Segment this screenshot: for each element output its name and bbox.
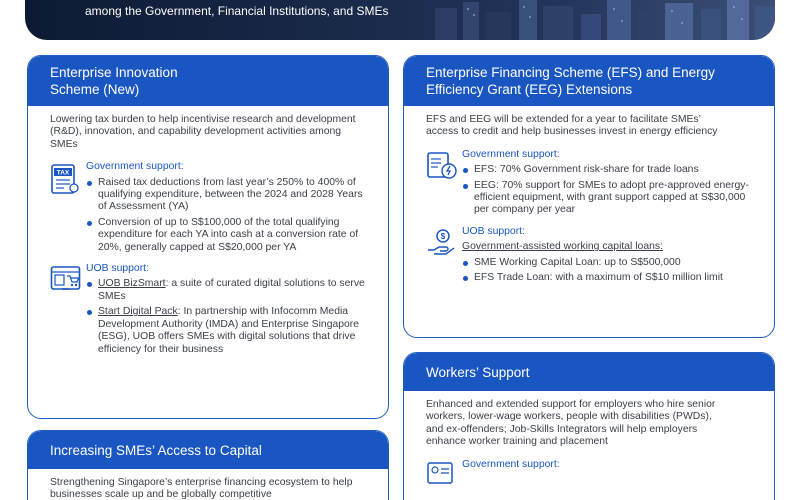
uob-support-section [426, 226, 752, 288]
header-banner [25, 0, 775, 40]
list-item: EEG: 70% support for SMEs to adopt pre-approved energy-efficient equipment, with grant support capped at S$30,000 per company per year [462, 180, 752, 217]
card-header [28, 56, 388, 106]
tax-icon-label: TAX [56, 169, 70, 177]
government-support-section [50, 161, 366, 257]
government-support-title: Government support: [462, 148, 560, 160]
card-header [404, 56, 774, 106]
government-support-title: Government support: [86, 161, 184, 173]
card-title: Enterprise Financing Scheme (EFS) and Energy Efficiency Grant (EEG) Extensions [426, 65, 715, 97]
digital-shop-icon [50, 265, 82, 295]
government-support-section [426, 459, 752, 491]
uob-support-subtitle: Government-assisted working capital loans: [462, 241, 663, 253]
workers-support-card [403, 352, 775, 500]
efs-eeg-extensions-card [403, 55, 775, 338]
card-header [28, 431, 388, 469]
list-item: Raised tax deductions from last year’s 250% to 400% of qualifying expenditure, between the 2024 and 2028 Years of Assessment (YA) [86, 177, 366, 214]
worker-document-icon [426, 461, 456, 487]
list-item: UOB BizSmart: a suite of curated digital solutions to serve SMEs [86, 278, 366, 303]
card-title: Enterprise Innovation Scheme (New) [50, 65, 178, 97]
uob-support-title: UOB support: [86, 263, 149, 275]
card-title: Workers’ Support [426, 364, 530, 380]
list-item: Conversion of up to S$100,000 of the total qualifying expenditure for each YA into cash at a conversion rate of 20%, generally capped at S$20,000 per YA [86, 217, 366, 254]
card-intro: Lowering tax burden to help incentivise research and development (R&D), innovation, and capability development activities among SMEs [50, 114, 356, 150]
tax-document-icon [50, 163, 80, 195]
card-title: Increasing SMEs’ Access to Capital [50, 442, 262, 458]
list-item: Start Digital Pack: In partnership with Infocomm Media Development Authority (IMDA) and Enterprise Singapore (ESG), UOB offers SMEs with digital solutions that drive efficiency for their business [86, 306, 366, 356]
uob-support-title: UOB support: [462, 225, 525, 237]
government-support-section [426, 149, 752, 220]
card-intro: EFS and EEG will be extended for a year to facilitate SMEs’ access to credit and help businesses invest in energy efficiency [426, 114, 718, 138]
card-header [404, 353, 774, 391]
start-digital-pack-link[interactable]: Start Digital Pack [98, 306, 178, 318]
government-support-title: Government support: [462, 458, 560, 470]
energy-document-icon [426, 151, 458, 181]
banner-text: among the Government, Financial Institutions, and SMEs [85, 4, 389, 18]
list-item: EFS: 70% Government risk-share for trade loans [462, 164, 752, 176]
list-item: SME Working Capital Loan: up to S$500,000 [462, 257, 752, 269]
money-hand-icon [426, 228, 458, 258]
access-to-capital-card [27, 430, 389, 500]
enterprise-innovation-scheme-card [27, 55, 389, 419]
city-skyline-image [415, 0, 775, 40]
card-intro: Enhanced and extended support for employers who hire senior workers, lower-wage workers, people with disabilities (PWDs), and ex-offenders; Job-Skills Integrators will help employers enhance worker training and placement [426, 399, 716, 448]
card-intro: Strengthening Singapore’s enterprise financing ecosystem to help businesses scale up and be globally competitive [50, 477, 353, 500]
uob-support-section [50, 263, 366, 359]
svg-text:$: $ [440, 231, 446, 241]
uob-bizsmart-link[interactable]: UOB BizSmart [98, 278, 166, 290]
list-item: EFS Trade Loan: with a maximum of S$10 million limit [462, 272, 752, 284]
